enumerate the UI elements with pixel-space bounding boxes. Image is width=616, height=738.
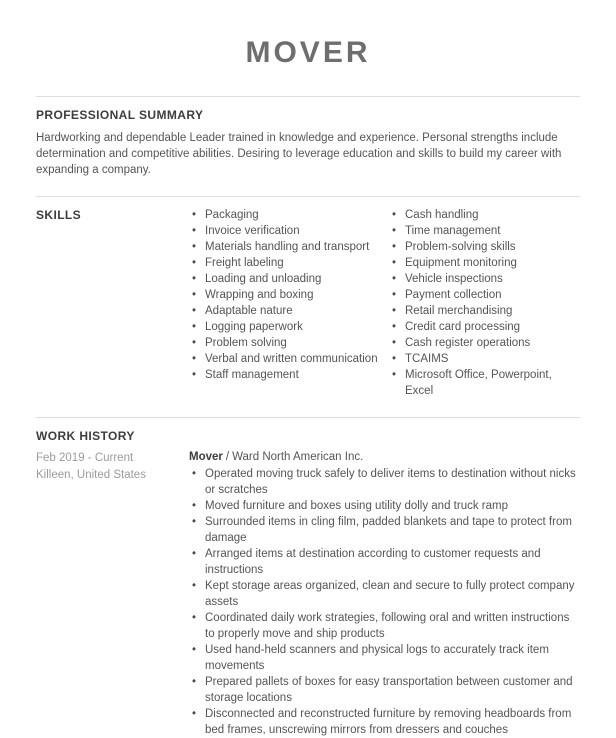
skill-item: • Verbal and written communication xyxy=(189,351,389,367)
skills-columns xyxy=(189,207,580,399)
skills-column-1 xyxy=(189,207,389,399)
job-bullets xyxy=(189,466,580,738)
job-bullet-item: • Disconnected and reconstructed furniture by removing headboards from bed frames, unscrewing mirrors from dressers and couches xyxy=(189,706,580,738)
job-title-line xyxy=(189,449,580,465)
skill-item: • Staff management xyxy=(189,367,389,383)
skill-item: • Time management xyxy=(389,223,580,239)
summary-heading: PROFESSIONAL SUMMARY xyxy=(36,108,204,122)
job-dates: Feb 2019 - Current xyxy=(36,452,134,464)
job-entry xyxy=(36,449,580,738)
job-location: Killeen, United States xyxy=(36,469,146,481)
skills-column-2 xyxy=(389,207,580,399)
job-bullet-item: • Surrounded items in cling film, padded blankets and tape to protect from damage xyxy=(189,514,580,546)
section-divider xyxy=(36,96,580,97)
section-professional-summary xyxy=(36,96,580,178)
skill-item: • Problem solving xyxy=(189,335,389,351)
job-bullet-item: • Arranged items at destination according to customer requests and instructions xyxy=(189,546,580,578)
job-company: Ward North American Inc. xyxy=(232,451,364,463)
summary-text: Hardworking and dependable Leader trained in knowledge and experience. Personal strengths include determination and competitive abilities. Desiring to leverage education and skills to build my career with expanding a company. xyxy=(36,132,562,176)
skill-item: • TCAIMS xyxy=(389,351,580,367)
section-divider xyxy=(36,196,580,197)
skill-item: • Adaptable nature xyxy=(189,303,389,319)
job-bullet-item: • Coordinated daily work strategies, following oral and written instructions to properly move and ship products xyxy=(189,610,580,642)
skill-item: • Cash handling xyxy=(389,207,580,223)
skill-item: • Packaging xyxy=(189,207,389,223)
skills-heading: SKILLS xyxy=(36,208,82,222)
skill-item: • Freight labeling xyxy=(189,255,389,271)
skill-item: • Credit card processing xyxy=(389,319,580,335)
section-skills xyxy=(36,196,580,399)
skill-item: • Microsoft Office, Powerpoint, Excel xyxy=(389,367,580,399)
skill-item: • Vehicle inspections xyxy=(389,271,580,287)
resume-title: MOVER xyxy=(245,36,371,69)
job-bullet-item: • Kept storage areas organized, clean and secure to fully protect company assets xyxy=(189,578,580,610)
skill-item: • Cash register operations xyxy=(389,335,580,351)
job-bullet-item: • Prepared pallets of boxes for easy transportation between customer and storage locations xyxy=(189,674,580,706)
skill-item: • Loading and unloading xyxy=(189,271,389,287)
job-title-separator: / xyxy=(225,451,230,463)
skill-item: • Wrapping and boxing xyxy=(189,287,389,303)
section-work-history xyxy=(36,417,580,738)
skill-item: • Problem-solving skills xyxy=(389,239,580,255)
skill-item: • Logging paperwork xyxy=(189,319,389,335)
job-details xyxy=(189,449,580,738)
skill-item: • Equipment monitoring xyxy=(389,255,580,271)
work-history-heading: WORK HISTORY xyxy=(36,429,135,443)
section-divider xyxy=(36,417,580,418)
skill-item: • Payment collection xyxy=(389,287,580,303)
skill-item: • Invoice verification xyxy=(189,223,389,239)
job-meta xyxy=(36,449,189,484)
skill-item: • Materials handling and transport xyxy=(189,239,389,255)
skill-item: • Retail merchandising xyxy=(389,303,580,319)
job-bullet-item: • Moved furniture and boxes using utility dolly and truck ramp xyxy=(189,498,580,514)
job-bullet-item: • Used hand-held scanners and physical logs to accurately track item movements xyxy=(189,642,580,674)
job-bullet-item: • Operated moving truck safely to deliver items to destination without nicks or scratches xyxy=(189,466,580,498)
job-title: Mover xyxy=(189,451,223,463)
